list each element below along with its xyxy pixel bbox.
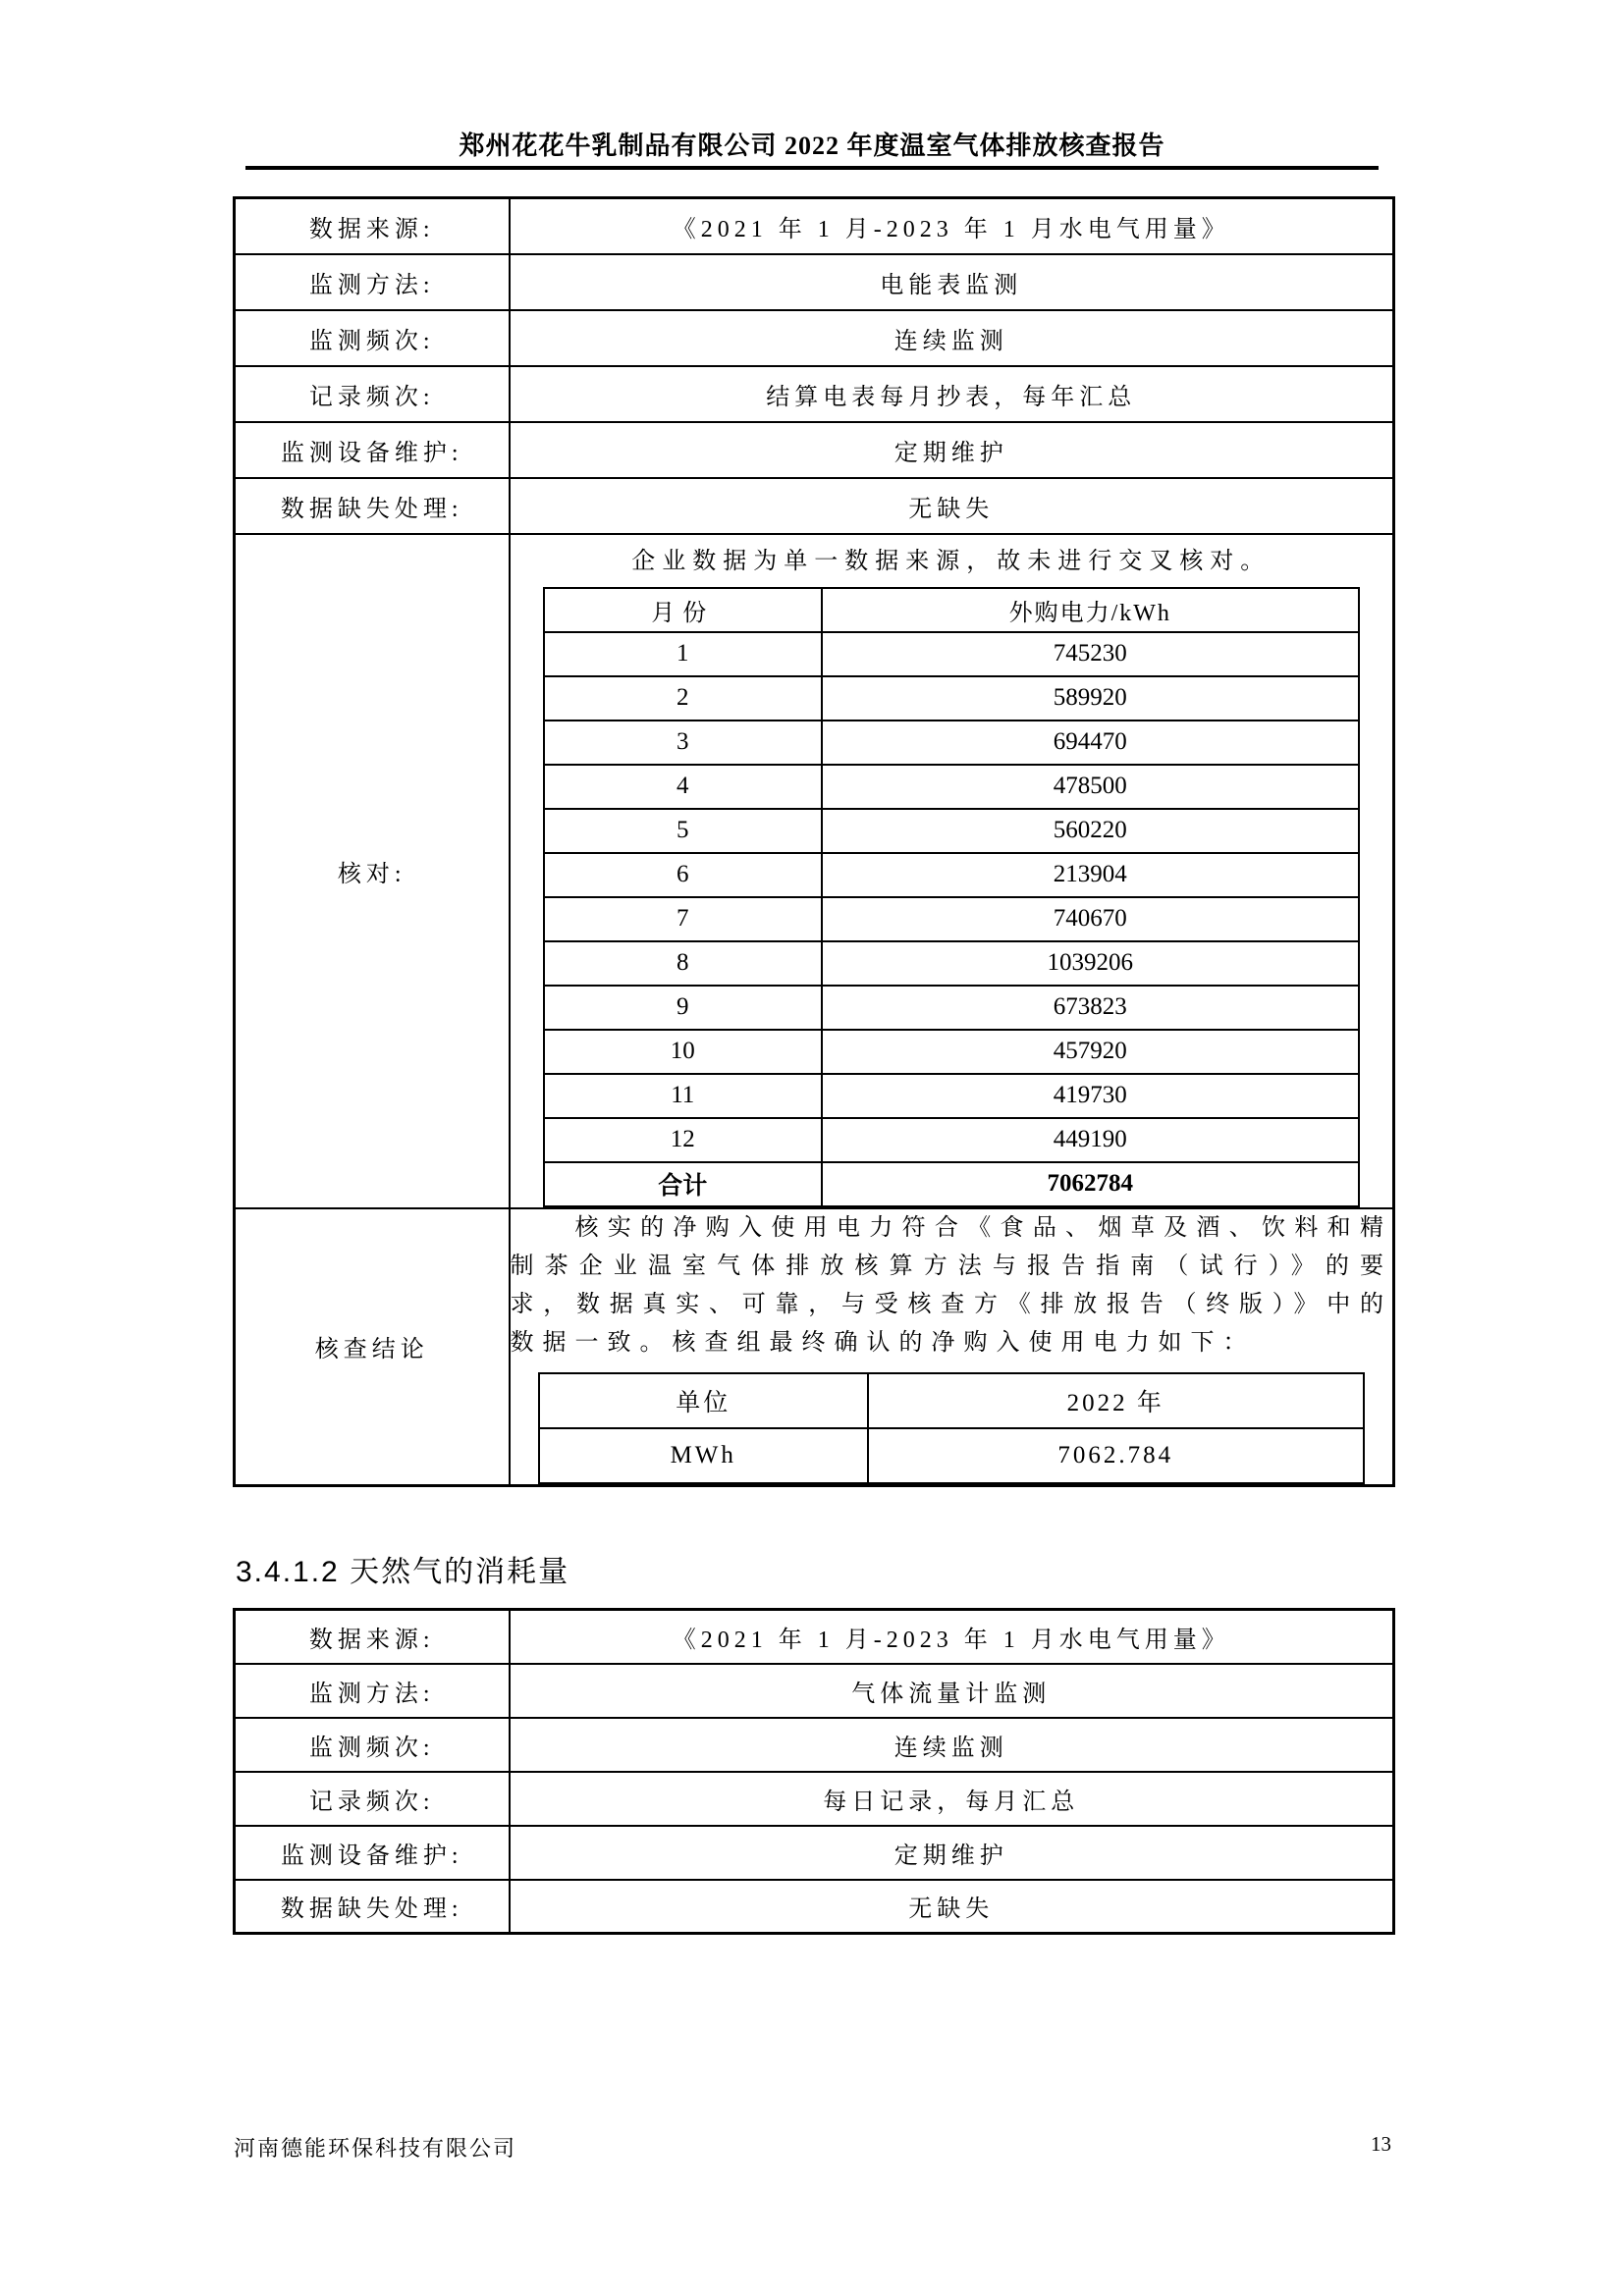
table-row <box>235 1610 1394 1664</box>
confirmed-electricity-summary-table <box>538 1372 1365 1484</box>
section-heading: 3.4.1.2 天然气的消耗量 <box>236 1556 570 1588</box>
row-label-data-source: 数据来源: <box>235 198 510 254</box>
row-label-data-source: 数据来源: <box>235 1610 510 1664</box>
table-row <box>544 897 1359 941</box>
footer-company-name: 河南德能环保科技有限公司 <box>234 2136 517 2161</box>
kwh-column-header: 外购电力/kWh <box>822 588 1359 632</box>
month-cell: 11 <box>544 1074 822 1118</box>
monthly-header-row <box>544 588 1359 632</box>
table-row <box>544 1118 1359 1162</box>
row-label-record-frequency: 记录频次: <box>235 1772 510 1826</box>
month-cell: 2 <box>544 676 822 721</box>
kwh-cell: 478500 <box>822 765 1359 809</box>
conclusion-cell <box>510 1208 1394 1486</box>
table-row <box>544 765 1359 809</box>
row-label-missing-data: 数据缺失处理: <box>235 478 510 534</box>
month-cell: 8 <box>544 941 822 986</box>
unit-column-header: 单位 <box>539 1373 868 1428</box>
month-cell: 9 <box>544 986 822 1030</box>
total-value: 7062784 <box>822 1162 1359 1206</box>
month-cell: 7 <box>544 897 822 941</box>
unit-cell: MWh <box>539 1428 868 1483</box>
kwh-cell: 1039206 <box>822 941 1359 986</box>
table-row <box>544 809 1359 853</box>
row-value-monitoring-method: 气体流量计监测 <box>510 1664 1394 1718</box>
month-cell: 3 <box>544 721 822 765</box>
kwh-cell: 694470 <box>822 721 1359 765</box>
table-row <box>235 198 1394 254</box>
row-value-equipment-maintenance: 定期维护 <box>510 1826 1394 1880</box>
row-value-equipment-maintenance: 定期维护 <box>510 422 1394 478</box>
month-cell: 12 <box>544 1118 822 1162</box>
table-row <box>235 1826 1394 1880</box>
month-cell: 5 <box>544 809 822 853</box>
month-cell: 6 <box>544 853 822 897</box>
gas-monitoring-table <box>233 1608 1395 1935</box>
value-cell: 7062.784 <box>868 1428 1364 1483</box>
year-column-header: 2022 年 <box>868 1373 1364 1428</box>
table-row <box>544 676 1359 721</box>
row-value-record-frequency: 结算电表每月抄表，每年汇总 <box>510 366 1394 422</box>
report-header-title: 郑州花花牛乳制品有限公司 2022 年度温室气体排放核查报告 <box>459 132 1165 160</box>
table-row <box>544 721 1359 765</box>
summary-value-row <box>539 1428 1364 1483</box>
table-row <box>235 366 1394 422</box>
row-label-record-frequency: 记录频次: <box>235 366 510 422</box>
row-label-check: 核对: <box>235 534 510 1208</box>
check-cell <box>510 534 1394 1208</box>
table-row <box>235 254 1394 310</box>
row-value-missing-data: 无缺失 <box>510 1880 1394 1934</box>
kwh-cell: 213904 <box>822 853 1359 897</box>
table-row <box>544 986 1359 1030</box>
table-row <box>235 1718 1394 1772</box>
check-note: 企业数据为单一数据来源，故未进行交叉核对。 <box>631 548 1272 574</box>
footer-page-number: 13 <box>1371 2132 1391 2156</box>
kwh-cell: 560220 <box>822 809 1359 853</box>
row-value-monitoring-method: 电能表监测 <box>510 254 1394 310</box>
conclusion-row <box>235 1208 1394 1486</box>
kwh-cell: 673823 <box>822 986 1359 1030</box>
table-row <box>544 632 1359 676</box>
row-value-missing-data: 无缺失 <box>510 478 1394 534</box>
table-row <box>235 1772 1394 1826</box>
row-value-record-frequency: 每日记录，每月汇总 <box>510 1772 1394 1826</box>
month-cell: 1 <box>544 632 822 676</box>
total-label: 合计 <box>544 1162 822 1206</box>
row-value-data-source: 《2021 年 1 月-2023 年 1 月水电气用量》 <box>510 1610 1394 1664</box>
row-label-equipment-maintenance: 监测设备维护: <box>235 422 510 478</box>
kwh-cell: 589920 <box>822 676 1359 721</box>
kwh-cell: 745230 <box>822 632 1359 676</box>
month-column-header: 月份 <box>544 588 822 632</box>
row-label-missing-data: 数据缺失处理: <box>235 1880 510 1934</box>
month-cell: 10 <box>544 1030 822 1074</box>
header-rule <box>245 166 1379 170</box>
table-row <box>235 478 1394 534</box>
monthly-total-row <box>544 1162 1359 1206</box>
kwh-cell: 457920 <box>822 1030 1359 1074</box>
table-row <box>544 1074 1359 1118</box>
month-cell: 4 <box>544 765 822 809</box>
monthly-electricity-table <box>543 587 1360 1207</box>
row-label-monitoring-frequency: 监测频次: <box>235 310 510 366</box>
summary-header-row <box>539 1373 1364 1428</box>
table-row <box>235 310 1394 366</box>
table-row <box>235 1880 1394 1934</box>
table-row <box>544 853 1359 897</box>
table-row <box>235 422 1394 478</box>
row-label-monitoring-method: 监测方法: <box>235 1664 510 1718</box>
row-label-conclusion: 核查结论 <box>235 1208 510 1486</box>
table-row <box>544 941 1359 986</box>
row-label-equipment-maintenance: 监测设备维护: <box>235 1826 510 1880</box>
kwh-cell: 419730 <box>822 1074 1359 1118</box>
row-value-monitoring-frequency: 连续监测 <box>510 310 1394 366</box>
conclusion-text: 核实的净购入使用电力符合《食品、烟草及酒、饮料和精制茶企业温室气体排放核算方法与报告指南（试行）》的要求，数据真实、可靠，与受核查方《排放报告（终版）》中的数据一致。核查组最终确认的净购入使用电力如下： <box>510 1214 1392 1356</box>
table-row <box>544 1030 1359 1074</box>
check-row <box>235 534 1394 1208</box>
row-label-monitoring-frequency: 监测频次: <box>235 1718 510 1772</box>
kwh-cell: 740670 <box>822 897 1359 941</box>
row-value-data-source: 《2021 年 1 月-2023 年 1 月水电气用量》 <box>510 198 1394 254</box>
electricity-monitoring-table <box>233 196 1395 1487</box>
row-label-monitoring-method: 监测方法: <box>235 254 510 310</box>
row-value-monitoring-frequency: 连续监测 <box>510 1718 1394 1772</box>
table-row <box>235 1664 1394 1718</box>
kwh-cell: 449190 <box>822 1118 1359 1162</box>
